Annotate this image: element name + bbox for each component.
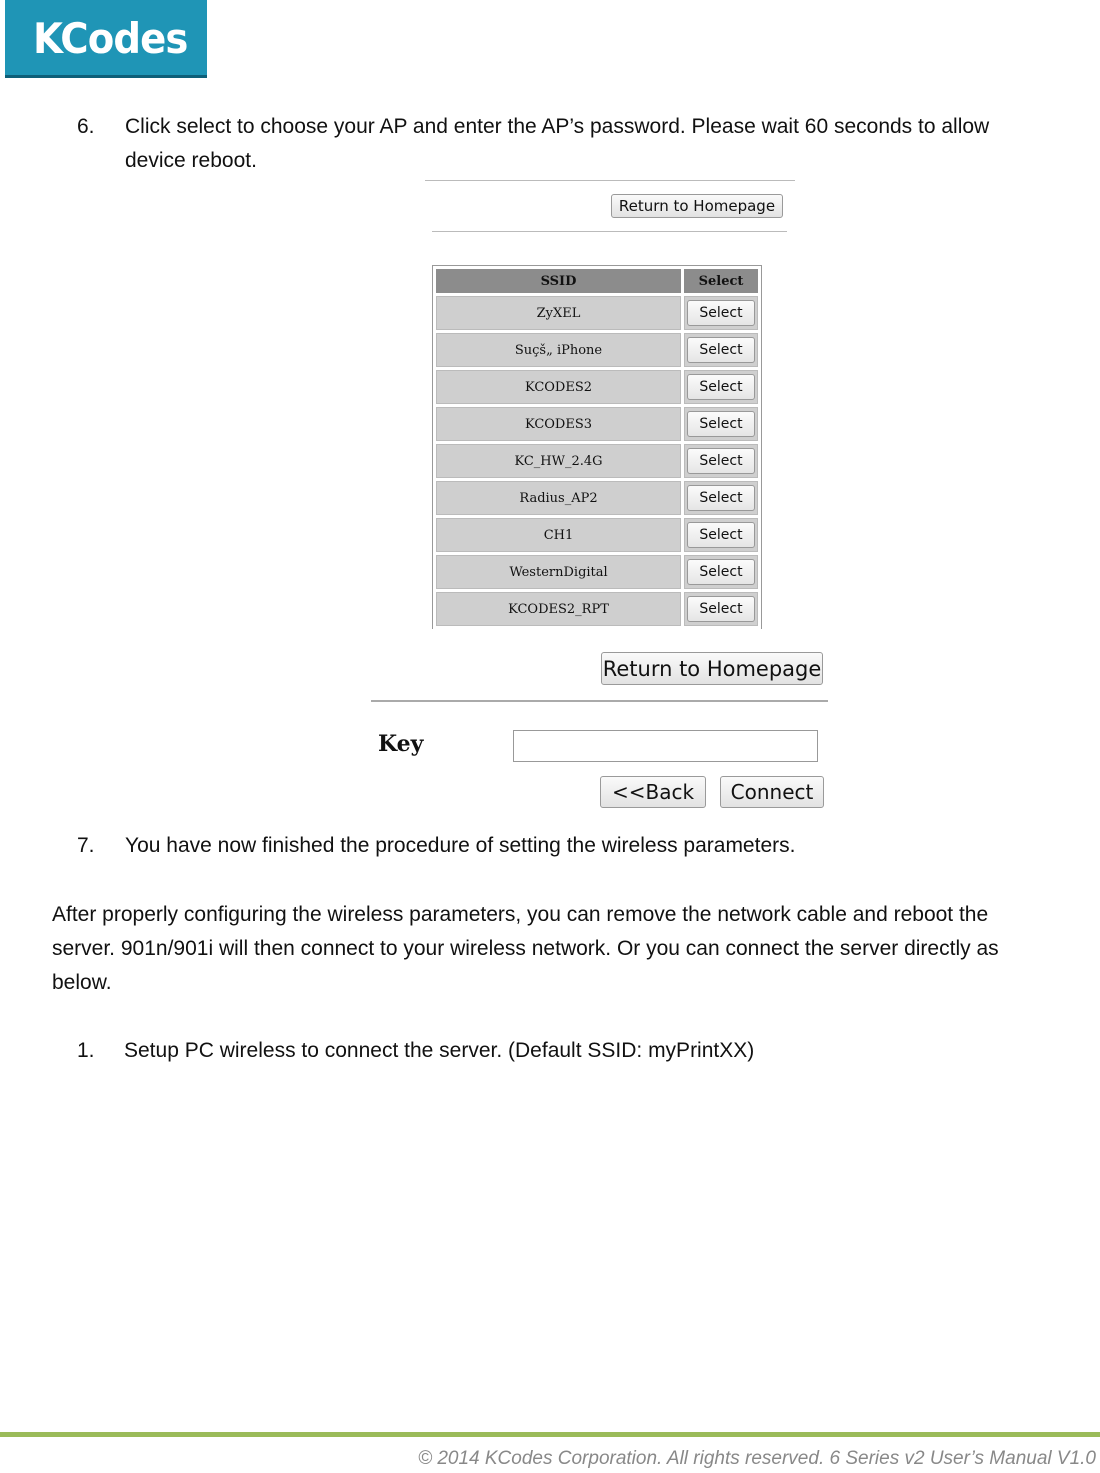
paragraph-line3: below. [52,971,112,994]
step-1-number: 1. [77,1039,95,1062]
ssid-table [432,265,762,629]
ssid-cell: WesternDigital [436,555,681,589]
table-row [436,407,758,441]
select-button[interactable]: Select [687,411,755,437]
logo-text: KCodes [33,14,188,63]
ssid-cell: KCODES2 [436,370,681,404]
step-6 [77,110,1077,180]
key-label: Key [378,731,424,757]
select-button[interactable]: Select [687,522,755,548]
step-7-text: You have now finished the procedure of setting the wireless parameters. [125,834,796,857]
divider-top [425,180,795,181]
return-homepage-button-top[interactable]: Return to Homepage [611,194,783,218]
kcodes-logo [5,0,207,78]
table-row [436,592,758,626]
select-button[interactable]: Select [687,485,755,511]
ssid-cell: ZyXEL [436,296,681,330]
table-row [436,444,758,478]
table-row [436,370,758,404]
step-6-line2: device reboot. [125,149,257,172]
back-button[interactable]: <<Back [600,776,706,808]
table-row [436,555,758,589]
footer-divider [0,1432,1100,1437]
footer-copyright: © 2014 KCodes Corporation. All rights reserved. 6 Series v2 User’s Manual V1.0 [418,1448,1096,1469]
step-1 [77,1034,1077,1068]
step-7-number: 7. [77,834,95,857]
select-button[interactable]: Select [687,448,755,474]
select-header: Select [684,269,758,293]
table-row [436,296,758,330]
step-6-line1: Click select to choose your AP and enter the AP’s password. Please wait 60 seconds to allow [125,115,990,138]
select-button[interactable]: Select [687,374,755,400]
table-row [436,481,758,515]
divider-mid [432,231,787,232]
select-button[interactable]: Select [687,559,755,585]
table-row [436,333,758,367]
paragraph-line2: server. 901n/901i will then connect to your wireless network. Or you can connect the server directly as [52,937,999,960]
ssid-cell: CH1 [436,518,681,552]
ssid-cell: KCODES2_RPT [436,592,681,626]
ssid-cell: Suçš„ iPhone [436,333,681,367]
select-button[interactable]: Select [687,596,755,622]
ssid-cell: KCODES3 [436,407,681,441]
table-row [436,518,758,552]
paragraph-line1: After properly configuring the wireless parameters, you can remove the network cable and reboot the [52,903,989,926]
key-input[interactable] [513,730,818,762]
connect-button[interactable]: Connect [720,776,824,808]
step-6-number: 6. [77,115,95,138]
divider-key [371,700,828,702]
select-button[interactable]: Select [687,300,755,326]
ssid-cell: Radius_AP2 [436,481,681,515]
ssid-header: SSID [436,269,681,293]
return-homepage-button-bottom[interactable]: Return to Homepage [601,652,823,685]
select-button[interactable]: Select [687,337,755,363]
step-7 [77,829,1077,863]
step-1-text: Setup PC wireless to connect the server. (Default SSID: myPrintXX) [124,1039,755,1062]
ssid-cell: KC_HW_2.4G [436,444,681,478]
table-header-row [436,269,758,293]
